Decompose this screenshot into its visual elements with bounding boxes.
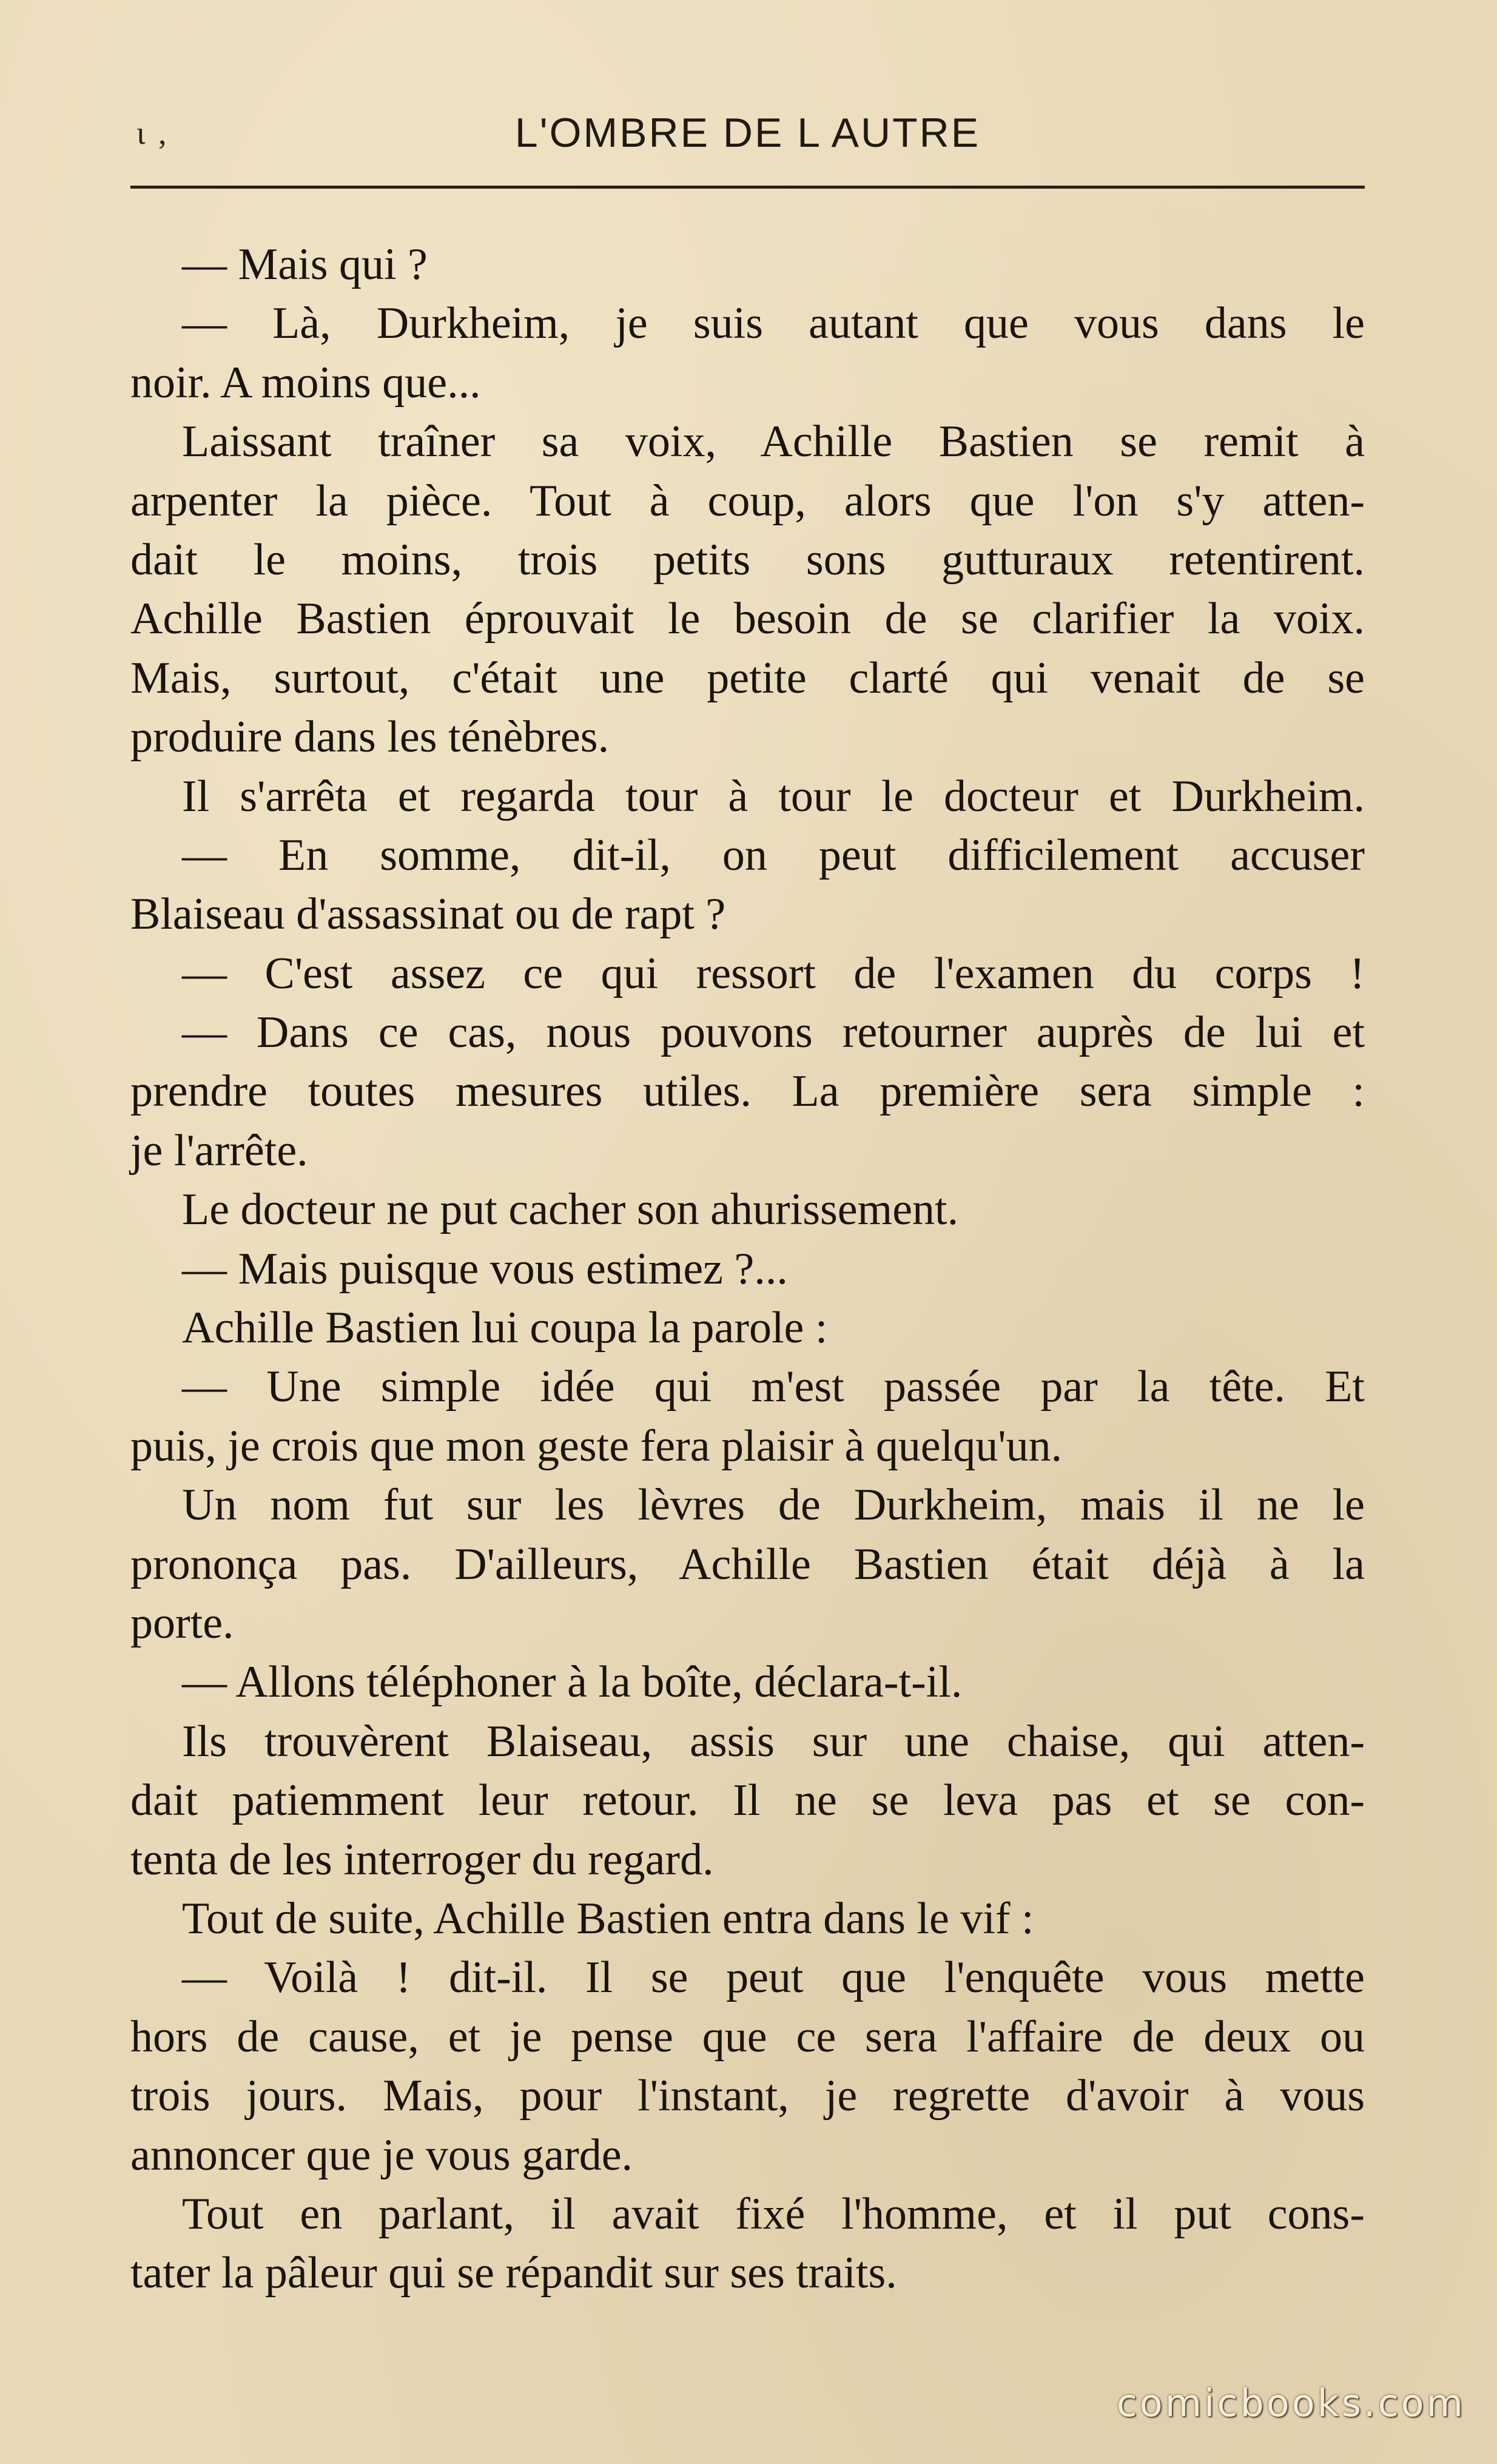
text-line: — Mais puisque vous estimez ?... [182, 1244, 788, 1294]
text-line: Achille Bastien lui coupa la parole : [182, 1303, 828, 1353]
watermark: comicbooks.com [1116, 2381, 1465, 2425]
text-line: prendre toutes mesures utiles. La première sera simple : [130, 1066, 1365, 1117]
text-line: Il s'arrêta et regarda tour à tour le docteur et Durkheim. [182, 771, 1365, 821]
text-line: — Voilà ! dit-il. Il se peut que l'enquête vous mette [182, 1953, 1365, 2003]
text-line: trois jours. Mais, pour l'instant, je regrette d'avoir à vous [130, 2071, 1365, 2121]
text-line: Laissant traîner sa voix, Achille Bastien se remit à [182, 417, 1365, 467]
page-number: ι , [136, 115, 169, 151]
text-line: Tout en parlant, il avait fixé l'homme, et il put cons- [182, 2189, 1365, 2239]
text-line: — Une simple idée qui m'est passée par la tête. Et [182, 1362, 1365, 1412]
text-line: — En somme, dit-il, on peut difficilement accuser [182, 830, 1365, 880]
running-head: L'OMBRE DE L AUTRE [514, 110, 981, 156]
text-line: Ils trouvèrent Blaiseau, assis sur une chaise, qui atten- [182, 1716, 1365, 1766]
text-line: Un nom fut sur les lèvres de Durkheim, mais il ne le [182, 1480, 1365, 1530]
text-line: — Allons téléphoner à la boîte, déclara-t-il. [182, 1657, 963, 1708]
text-line: — Dans ce cas, nous pouvons retourner auprès de lui et [182, 1008, 1365, 1058]
text-line: porte. [130, 1598, 234, 1648]
text-line: — Là, Durkheim, je suis autant que vous dans le [182, 298, 1365, 349]
text-line: Tout de suite, Achille Bastien entra dans le vif : [182, 1893, 1034, 1944]
page-header [130, 102, 1365, 169]
body-text [130, 235, 1365, 2303]
text-line: Blaiseau d'assassinat ou de rapt ? [130, 889, 726, 940]
text-line: — C'est assez ce qui ressort de l'examen du corps ! [182, 948, 1365, 998]
text-line: tater la pâleur qui se répandit sur ses traits. [130, 2248, 897, 2298]
text-line: dait le moins, trois petits sons gutturaux retentirent. [130, 534, 1365, 585]
text-line: Mais, surtout, c'était une petite clarté qui venait de se [130, 653, 1365, 703]
text-line: prononça pas. D'ailleurs, Achille Bastien était déjà à la [130, 1539, 1365, 1589]
text-line: arpenter la pièce. Tout à coup, alors que l'on s'y atten- [130, 476, 1365, 526]
text-line: dait patiemment leur retour. Il ne se leva pas et se con- [130, 1776, 1365, 1826]
text-line: annoncer que je vous garde. [130, 2130, 633, 2180]
header-rule [130, 186, 1365, 189]
text-line: hors de cause, et je pense que ce sera l'affaire de deux ou [130, 2011, 1365, 2062]
text-line: produire dans les ténèbres. [130, 712, 610, 762]
text-line: — Mais qui ? [182, 240, 428, 289]
text-line: Achille Bastien éprouvait le besoin de se clarifier la voix. [130, 594, 1365, 644]
text-line: Le docteur ne put cacher son ahurissement. [182, 1185, 959, 1235]
text-line: noir. A moins que... [130, 357, 481, 408]
text-line: je l'arrête. [130, 1125, 308, 1176]
text-line: puis, je crois que mon geste fera plaisir à quelqu'un. [130, 1421, 1063, 1471]
text-line: tenta de les interroger du regard. [130, 1834, 714, 1885]
